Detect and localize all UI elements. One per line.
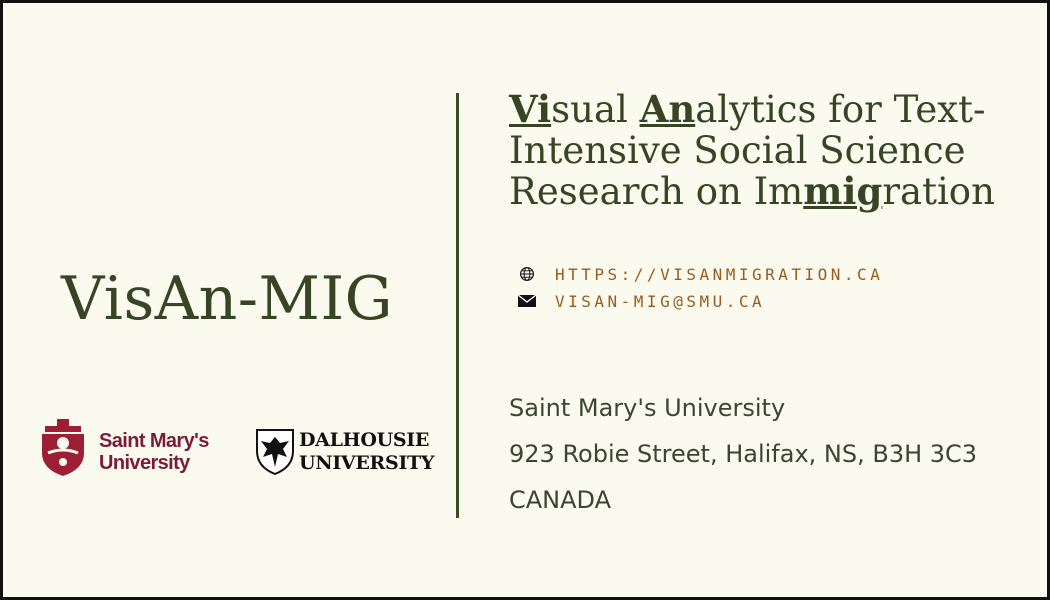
title-text: alytics for Text-Intensive Social Science Research on Im bbox=[509, 88, 986, 213]
title-highlight-an: An bbox=[639, 87, 696, 131]
title-highlight-mig: mig bbox=[803, 169, 883, 213]
vertical-divider bbox=[456, 93, 459, 518]
email-address[interactable]: VISAN-MIG@SMU.CA bbox=[555, 291, 766, 311]
title-text: ration bbox=[882, 170, 995, 213]
address-line-country: CANADA bbox=[509, 486, 612, 514]
title-highlight-vi: Vi bbox=[509, 87, 552, 131]
smu-shield-icon bbox=[40, 419, 86, 477]
email-link[interactable] bbox=[517, 289, 765, 313]
smu-logo bbox=[40, 419, 240, 479]
title-text: sual bbox=[551, 88, 640, 131]
brand-title: VisAn-MIG bbox=[61, 264, 394, 334]
website-url[interactable]: HTTPS://VISANMIGRATION.CA bbox=[555, 264, 884, 284]
envelope-icon bbox=[517, 293, 537, 309]
dalhousie-logo bbox=[256, 429, 441, 479]
address-line-street: 923 Robie Street, Halifax, NS, B3H 3C3 bbox=[509, 440, 978, 468]
dalhousie-shield-icon bbox=[256, 429, 294, 475]
website-link[interactable] bbox=[517, 262, 883, 286]
dalhousie-wordmark: DALHOUSIE UNIVERSITY bbox=[299, 429, 435, 474]
project-title bbox=[509, 89, 1029, 212]
globe-icon bbox=[517, 266, 537, 282]
address-line-university: Saint Mary's University bbox=[509, 394, 786, 422]
smu-wordmark: Saint Mary's University bbox=[99, 430, 209, 474]
